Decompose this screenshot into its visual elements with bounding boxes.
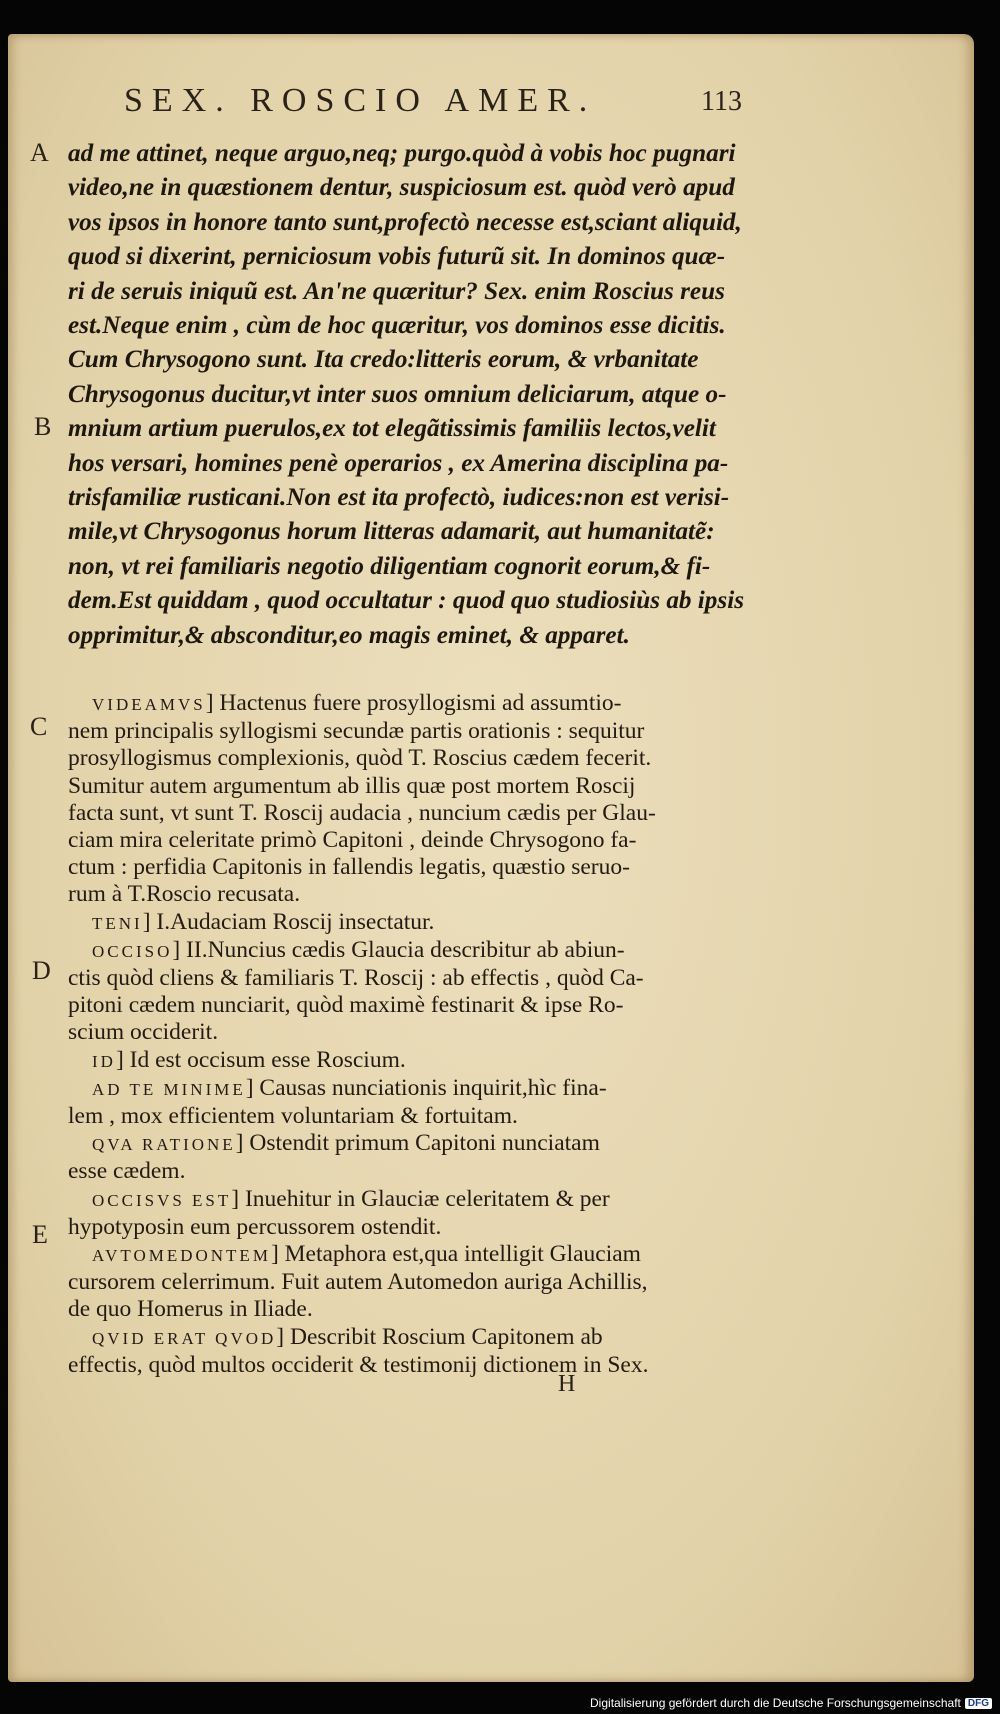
commentary-text: ] Hactenus fuere prosyllogismi ad assumtio- (205, 690, 622, 716)
commentary-line (68, 1352, 948, 1379)
commentary-text: rum à T.Roscio recusata. (68, 881, 301, 908)
lemma: AVTOMEDONTEM (92, 1246, 271, 1266)
signature-mark: H (558, 1371, 576, 1397)
commentary-text: de quo Homerus in Iliade. (68, 1296, 313, 1323)
commentary-line (68, 1269, 948, 1296)
commentary-line (68, 1047, 948, 1075)
latin-text-block (68, 137, 948, 653)
commentary-line (68, 827, 948, 854)
text-line: quod si dixerint, perniciosum vobis futurũ sit. In dominos quæ- (68, 243, 726, 271)
margin-letter-b: B (34, 412, 52, 441)
commentary-line (68, 1158, 948, 1185)
commentary-line (68, 1214, 948, 1241)
commentary-text: cursorem celerrimum. Fuit autem Automedon auriga Achillis, (68, 1269, 648, 1296)
book-page (8, 34, 974, 1682)
credit-text: Digitalisierung gefördert durch die Deutsche Forschungsgemeinschaft (590, 1696, 961, 1710)
commentary-line (68, 965, 948, 992)
commentary-text: nem principalis syllogismi secundæ partis orationis : sequitur (68, 718, 645, 745)
margin-letter-e: E (32, 1220, 48, 1249)
commentary-line (68, 937, 948, 965)
commentary-text: ] Ostendit primum Capitoni nunciatam (235, 1130, 600, 1157)
page-header (8, 82, 974, 132)
commentary-text: ] II.Nuncius cædis Glaucia describitur ab abiun- (172, 936, 625, 963)
lemma: QVA RATIONE (92, 1135, 236, 1155)
folio-number: 113 (701, 86, 742, 117)
commentary-text: prosyllogismus complexionis, quòd T. Roscius cædem fecerit. (68, 745, 652, 772)
text-line: Chrysogonus ducitur,vt inter suos omnium deliciarum, atque o- (68, 380, 727, 408)
commentary-line (68, 773, 948, 800)
commentary-text: ] Causas nunciationis inquirit,hìc fina- (245, 1074, 607, 1101)
commentary-line (68, 1103, 948, 1130)
commentary-line (68, 881, 948, 908)
commentary-line (68, 909, 948, 937)
commentary-line (68, 800, 948, 827)
commentary-line (68, 745, 948, 772)
lemma: ID (92, 1051, 116, 1071)
commentary-text: ctum : perfidia Capitonis in fallendis legatis, quæstio seruo- (68, 854, 630, 881)
commentary-line (68, 1241, 948, 1269)
footer-credit (590, 1696, 992, 1710)
dfg-logo: DFG (965, 1698, 992, 1709)
commentary-line (68, 854, 948, 881)
commentary-line (68, 1296, 948, 1323)
text-line: hos versari, homines penè operarios , ex Amerina disciplina pa- (68, 449, 729, 477)
text-line: ri de seruis iniquũ est. An'ne quæritur? Sex. enim Roscius reus (68, 277, 725, 305)
lemma: QVID ERAT QVOD (92, 1328, 277, 1348)
margin-letter-d: D (32, 956, 51, 985)
commentary-text: Sumitur autem argumentum ab illis quæ post mortem Roscij (68, 772, 636, 799)
lemma: OCCISO (92, 941, 173, 961)
commentary-line (68, 1186, 948, 1214)
text-line: trisfamiliæ rusticani.Non est ita profectò, iudices:non est verisi- (68, 484, 730, 512)
commentary-line (68, 1130, 948, 1158)
lemma: OCCISVS EST (92, 1190, 232, 1210)
running-title: SEX. ROSCIO AMER. (124, 82, 597, 119)
lemma: VIDEAMVS (92, 695, 206, 714)
commentary-text: ] Describit Roscium Capitonem ab (276, 1323, 603, 1350)
margin-letter-c: C (30, 712, 48, 741)
commentary-text: hypotyposin eum percussorem ostendit. (68, 1213, 442, 1240)
lemma: TENI (92, 913, 143, 933)
commentary-line (68, 1019, 948, 1046)
commentary-line (68, 718, 948, 745)
margin-letter-a: A (30, 138, 49, 167)
text-line: Cum Chrysogono sunt. Ita credo:litteris eorum, & vrbanitate (68, 346, 699, 374)
commentary-line (68, 690, 948, 718)
commentary-text: scium occiderit. (68, 1019, 219, 1046)
commentary-text: ciam mira celeritate primò Capitoni , deinde Chrysogono fa- (68, 827, 637, 854)
commentary-block (68, 690, 948, 1379)
commentary-text: facta sunt, vt sunt T. Roscij audacia , nuncium cædis per Glau- (68, 799, 656, 826)
commentary-text: esse cædem. (68, 1158, 186, 1185)
commentary-text: lem , mox efficientem voluntariam & fortuitam. (68, 1103, 518, 1130)
commentary-text: ] I.Audaciam Roscij insectatur. (142, 908, 435, 935)
text-line: video,ne in quæstionem dentur, suspiciosum est. quòd verò apud (68, 174, 735, 202)
commentary-text: ] Metaphora est,qua intelligit Glauciam (270, 1241, 641, 1268)
text-line: opprimitur,& absconditur,eo magis eminet, & apparet. (68, 621, 630, 649)
commentary-line (68, 992, 948, 1019)
commentary-text: effectis, quòd multos occiderit & testimonij dictionem in Sex. (68, 1351, 649, 1378)
text-line: dem.Est quiddam , quod occultatur : quod quo studiosiùs ab ipsis (68, 587, 745, 615)
text-line: vos ipsos in honore tanto sunt,profectò necesse est,sciant aliquid, (68, 208, 742, 236)
commentary-text: ctis quòd cliens & familiaris T. Roscij : ab effectis , quòd Ca- (68, 965, 644, 992)
text-line: mnium artium puerulos,ex tot elegãtissimis familiis lectos,velit (68, 415, 716, 443)
commentary-line (68, 1075, 948, 1103)
commentary-text: ] Inuehitur in Glauciæ celeritatem & per (231, 1185, 610, 1212)
text-line: ad me attinet, neque arguo,neq; purgo.quòd à vobis hoc pugnari (68, 140, 736, 167)
commentary-text: ] Id est occisum esse Roscium. (115, 1046, 406, 1073)
text-line: est.Neque enim , cùm de hoc quæritur, vos dominos esse dicitis. (68, 312, 726, 340)
commentary-line (68, 1324, 948, 1352)
lemma: AD TE MINIME (92, 1079, 246, 1099)
text-line: mile,vt Chrysogonus horum litteras adamarit, aut humanitatẽ: (68, 518, 715, 546)
commentary-text: pitoni cædem nunciarit, quòd maximè festinarit & ipse Ro- (68, 992, 624, 1019)
text-line: non, vt rei familiaris negotio diligentiam cognorit eorum,& fi- (68, 552, 711, 580)
